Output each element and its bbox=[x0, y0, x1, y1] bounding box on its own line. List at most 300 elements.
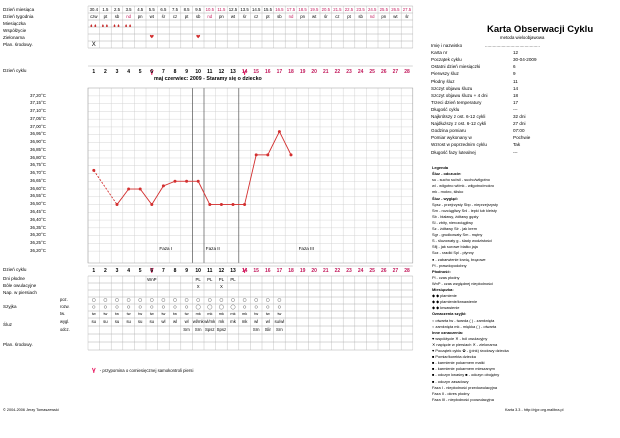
ovulation-pain-cell: X bbox=[196, 284, 200, 289]
cervix-firmness-cell: tw bbox=[184, 311, 189, 316]
info-value: 32 dni bbox=[513, 114, 526, 119]
cycle-day-top: 3 bbox=[115, 69, 119, 75]
y-tick-label: 36,90°C bbox=[30, 139, 46, 145]
cervix-firmness-cell: tw bbox=[103, 311, 108, 316]
sluz-wyglad-cell: su bbox=[114, 319, 120, 324]
sluz-wyglad-cell: su bbox=[137, 319, 143, 324]
date-cell: 17.5 bbox=[286, 7, 296, 12]
cycle-day-top: 5 bbox=[138, 69, 142, 75]
cycle-day-bottom: 11 bbox=[207, 268, 213, 274]
date-cell: 15.5 bbox=[263, 7, 272, 12]
cervix-firmness-cell: tw bbox=[254, 311, 259, 316]
cervix-opening-icon bbox=[116, 306, 119, 309]
y-tick-label: 36,75°C bbox=[30, 162, 46, 168]
cycle-day-bottom: 26 bbox=[381, 268, 387, 274]
sluz-wyglad-cell: mk bbox=[218, 319, 225, 324]
date-cell: 8.5 bbox=[183, 7, 190, 12]
date-cell: 24.5 bbox=[368, 7, 377, 12]
legend-line: ○ otwarta tw - twarda ( ) - zamknięta bbox=[432, 317, 495, 323]
cycle-day-bottom: 19 bbox=[299, 268, 306, 274]
cervix-position-icon bbox=[220, 298, 223, 301]
y-tick-label: 36,45°C bbox=[30, 209, 46, 214]
temp-point bbox=[243, 203, 246, 206]
info-value: 6 bbox=[513, 64, 516, 70]
legend-line: su - sucho su/wil - sucho/wilgotno bbox=[432, 177, 490, 183]
cycle-day-bottom: 5 bbox=[138, 268, 142, 274]
info-value: 30-04-2009 bbox=[513, 57, 537, 63]
row-label: Dzień miesiąca bbox=[3, 7, 35, 12]
sluz-wyglad-cell: su/wl bbox=[274, 319, 285, 324]
legend-line: ■ Pomiar/korekta dziecka bbox=[432, 354, 476, 360]
y-tick-label: 36,70°C bbox=[30, 170, 46, 176]
info-label: Długość cyklu bbox=[431, 106, 460, 112]
cycle-day-bottom: 27 bbox=[392, 268, 399, 274]
y-tick-label: 36,55°C bbox=[30, 193, 46, 199]
date-cell: 10.5 bbox=[205, 7, 214, 12]
cycle-day-top: 14 bbox=[241, 69, 248, 75]
y-tick-label: 37,00°C bbox=[30, 123, 46, 129]
info-label: Najdłuższy z ost. 6-12 cykli bbox=[431, 121, 487, 127]
info-value: 12 bbox=[513, 50, 519, 56]
temp-point bbox=[185, 180, 188, 183]
temp-point bbox=[232, 203, 235, 206]
cervix-firmness-cell: tw bbox=[277, 311, 282, 316]
temp-point bbox=[220, 203, 223, 206]
cervix-opening-icon bbox=[255, 306, 258, 309]
legend-line: WnP - czas względnej niepłodności bbox=[432, 280, 493, 286]
cycle-day-top: 6 bbox=[150, 69, 154, 75]
footer-left: © 2004-2006 Jerzy Tomaszewski bbox=[3, 408, 59, 412]
info-value: 07:00 bbox=[513, 128, 525, 134]
cycle-day-top: 15 bbox=[253, 69, 259, 75]
sluz-sub: wygl. bbox=[60, 319, 70, 324]
legend-line: Faza III - niepłodność poowulacyjna bbox=[432, 396, 494, 402]
info-label: Najkrótszy z ost. 6-12 cykli bbox=[431, 114, 486, 119]
row-label-bottom: Śluz bbox=[3, 322, 12, 327]
cervix-firmness-cell: tw bbox=[265, 311, 270, 316]
date-cell: 27.5 bbox=[402, 7, 412, 12]
cervix-opening-icon bbox=[139, 306, 142, 309]
date-cell: 19.5 bbox=[310, 7, 319, 12]
sluz-wyglad-cell: su bbox=[103, 319, 108, 324]
menses-drop-icon bbox=[125, 24, 131, 27]
row-label-bottom: Plan. środowy. bbox=[3, 342, 33, 347]
temp-point bbox=[255, 153, 258, 156]
cervix-firmness-cell: mk bbox=[207, 311, 213, 316]
y-tick-label: 37,10°C bbox=[30, 108, 46, 114]
y-tick-label: 37,20°C bbox=[30, 92, 46, 98]
legend-line: ◆ ◆ plamienie bbox=[432, 293, 457, 299]
info-value: --- bbox=[513, 149, 518, 155]
cervix-firmness-cell: mk bbox=[242, 311, 248, 316]
cycle-day-bottom: 14 bbox=[241, 268, 248, 274]
info-label: Pomiar wykonany w bbox=[431, 135, 472, 141]
legend-line: ● - zabarwienie krwią, brązowe bbox=[432, 256, 486, 262]
weekday-cell: pn bbox=[219, 14, 224, 19]
date-cell: 2.5 bbox=[113, 7, 120, 12]
row-label: Zielonarna bbox=[3, 35, 25, 40]
date-cell: 12.5 bbox=[228, 7, 238, 12]
y-tick-label: 36,30°C bbox=[30, 232, 46, 238]
cycle-day-top: 28 bbox=[404, 69, 410, 75]
legend-line: wl - wilgotno wl/mk - wilgotno/mokro bbox=[432, 183, 495, 189]
info-label: Pierwszy śluz bbox=[431, 71, 459, 77]
cycle-day-top: 13 bbox=[230, 69, 236, 75]
cervix-position-icon bbox=[278, 298, 281, 301]
cycle-day-bottom: 1 bbox=[92, 268, 96, 274]
weekday-cell: śr bbox=[405, 14, 409, 19]
x-mark-icon: X bbox=[91, 42, 96, 48]
cycle-day-bottom: 20 bbox=[311, 268, 317, 274]
cervix-position-icon bbox=[231, 298, 234, 301]
cervix-position-icon bbox=[92, 298, 95, 301]
legend-line: Sl - zbity, nierozciągliwy bbox=[432, 219, 474, 225]
weekday-cell: sb bbox=[358, 14, 363, 19]
cycle-day-top: 10 bbox=[195, 69, 201, 75]
cervix-firmness-cell: mk bbox=[230, 311, 236, 316]
phase-label: Faza I bbox=[159, 246, 173, 251]
legend-line: ■ - odczyn kwaśny ■ - odczyn obojętny bbox=[432, 372, 500, 378]
info-label: Ostatni dzień miesiączki bbox=[431, 64, 481, 70]
y-tick-label: 36,60°C bbox=[30, 185, 46, 191]
temp-point bbox=[278, 130, 281, 133]
sluz-wyglad-cell: wl bbox=[254, 319, 259, 324]
cycle-day-bottom: 10 bbox=[195, 268, 201, 274]
cervix-firmness-cell: tw bbox=[126, 311, 131, 316]
temp-point bbox=[174, 180, 177, 183]
cervix-opening-icon bbox=[93, 306, 96, 309]
cervix-opening-icon bbox=[104, 306, 107, 309]
temp-point bbox=[162, 184, 165, 187]
weekday-cell: pt bbox=[184, 14, 189, 19]
info-label: Godzina pomiaru bbox=[431, 128, 466, 134]
legend-line: Sgr - grudkowaty Sm - mętny bbox=[432, 232, 483, 238]
sluz-odczucie-cell: Srn bbox=[276, 327, 283, 332]
cycle-day-bottom: 24 bbox=[357, 268, 364, 274]
cervix-position-icon bbox=[255, 298, 258, 301]
cervix-opening-icon bbox=[267, 306, 270, 309]
info-value: Pochwie bbox=[513, 135, 531, 141]
cycle-day-top: 20 bbox=[311, 69, 317, 75]
cycle-day-top: 1 bbox=[92, 69, 96, 75]
cycle-day-bottom: 4 bbox=[127, 268, 130, 274]
fertile-cell: PL bbox=[230, 277, 236, 282]
legend-line: ◆ ◆ krwawienie bbox=[432, 305, 460, 311]
legend-line: Oznaczenia szyjki: bbox=[432, 311, 467, 317]
y-tick-label: 36,65°C bbox=[30, 177, 46, 183]
cervix-firmness-cell: tw bbox=[149, 311, 154, 316]
weekday-cell: cz bbox=[172, 14, 178, 19]
y-tick-label: 36,20°C bbox=[30, 247, 46, 253]
sluz-wyglad-cell: su bbox=[149, 319, 155, 324]
cycle-day-bottom: 28 bbox=[404, 268, 410, 274]
row-label-bottom: Dzień cyklu bbox=[3, 267, 27, 272]
info-value: 9 bbox=[513, 71, 516, 77]
legend-line: ✕ napięcie w piersiach ✕ - zielonarna bbox=[432, 341, 498, 347]
legend-line: ■ - odczyn zasadowy bbox=[432, 378, 469, 384]
sluz-wyglad-cell: wl bbox=[161, 319, 166, 324]
cycle-day-bottom: 12 bbox=[218, 268, 225, 274]
menses-drop-icon bbox=[90, 24, 96, 27]
cycle-day-top: 12 bbox=[218, 69, 225, 75]
weekday-cell: cz bbox=[335, 14, 340, 19]
date-cell: 18.5 bbox=[298, 7, 307, 12]
sluz-wyglad-cell: mk bbox=[241, 319, 248, 324]
sluz-odczucie-cell: Spsz bbox=[216, 327, 227, 332]
y-tick-label: 36,25°C bbox=[30, 240, 46, 246]
cervix-position-icon bbox=[127, 298, 130, 301]
legend-line: ◆ ◆ plamienie/krwawienie bbox=[432, 299, 478, 305]
y-tick-label: 36,80°C bbox=[30, 154, 46, 160]
temp-point bbox=[290, 153, 293, 156]
legend-line: ♥ Początek cyklu ✿ - (pink) środowy dziecka bbox=[432, 348, 509, 353]
cervix-position-icon bbox=[185, 298, 188, 301]
date-cell: 26.5 bbox=[391, 7, 400, 12]
cycle-day-bottom: 15 bbox=[253, 268, 259, 274]
cervix-position-icon bbox=[173, 298, 176, 301]
cycle-day-bottom: 8 bbox=[173, 268, 177, 274]
cycle-day-bottom: 21 bbox=[323, 268, 329, 274]
cycle-day-bottom: 6 bbox=[150, 268, 154, 274]
row-label: Dzień cyklu bbox=[3, 68, 27, 73]
date-cell: 14.5 bbox=[252, 7, 261, 12]
fertile-cell: PL bbox=[218, 277, 225, 282]
banner-text: maj czerwiec: 2009 - Staramy się o dziecko bbox=[154, 76, 262, 82]
phase-label: Faza II bbox=[205, 246, 220, 251]
page-subtitle: metoda wieloobjawowa bbox=[500, 35, 545, 40]
y-tick-label: 36,35°C bbox=[30, 224, 46, 230]
cycle-day-bottom: 25 bbox=[369, 268, 375, 274]
legend-line: ♥ współżycie ✕ - ból owulacyjny bbox=[432, 335, 488, 341]
info-value: Tak bbox=[513, 142, 521, 148]
info-label: Wzrost w poprzednim cyklu bbox=[431, 142, 487, 148]
szyjka-sub: poz. bbox=[60, 297, 68, 302]
weekday-cell: pt bbox=[266, 14, 270, 19]
legend-line: Spsz - przejrzysty Sbp - nieprzejrzysty bbox=[432, 201, 498, 207]
cycle-day-bottom: 17 bbox=[276, 268, 283, 274]
cycle-day-top: 2 bbox=[104, 69, 107, 75]
cervix-position-icon bbox=[104, 298, 107, 301]
cervix-opening-icon bbox=[231, 305, 235, 309]
cycle-day-top: 11 bbox=[207, 69, 213, 75]
y-tick-label: 36,85°C bbox=[30, 146, 46, 152]
row-label-bottom: Dni płodne bbox=[3, 276, 25, 281]
legend-line: Płodność: bbox=[432, 268, 451, 274]
sluz-odczucie-cell: Slir bbox=[264, 327, 271, 332]
cervix-opening-icon bbox=[196, 305, 200, 309]
row-label-bottom: Szyjka bbox=[3, 304, 17, 309]
date-cell: 3.5 bbox=[125, 7, 132, 12]
cervix-firmness-cell: tw bbox=[91, 311, 96, 316]
cycle-day-top: 19 bbox=[299, 69, 306, 75]
weekday-cell: pn bbox=[137, 14, 143, 19]
row-label: Dzień tygodnia bbox=[3, 14, 34, 19]
szyjka-sub: rozw. bbox=[60, 304, 70, 309]
weekday-cell: czw bbox=[90, 14, 98, 19]
legend-line: Inne oznaczenia: bbox=[432, 329, 464, 335]
sluz-sub: odcz. bbox=[60, 327, 70, 332]
sluz-wyglad-cell: wl/mk bbox=[192, 319, 204, 324]
cervix-opening-icon bbox=[127, 306, 130, 309]
date-cell: 9.5 bbox=[195, 7, 202, 12]
info-label: Imię i nazwisko bbox=[431, 43, 463, 48]
cervix-position-icon bbox=[197, 298, 200, 301]
legend-line: Sz - żółtawy Slr - jak krem bbox=[432, 226, 477, 231]
date-cell: 25.5 bbox=[379, 7, 388, 12]
cervix-position-icon bbox=[162, 298, 165, 301]
weekday-cell: nd bbox=[126, 14, 131, 19]
cycle-day-top: 26 bbox=[381, 69, 387, 75]
info-label: Szczyt objawu śluzu bbox=[431, 85, 473, 91]
heart-icon bbox=[196, 35, 200, 38]
temp-point bbox=[150, 203, 153, 206]
info-label: Karta nr bbox=[431, 50, 448, 56]
date-cell: 5.5 bbox=[148, 7, 155, 12]
pink-note: - przypomina o comiesięcznej samokontroli piersi bbox=[99, 368, 194, 373]
cycle-day-top: 22 bbox=[334, 69, 341, 75]
cycle-day-bottom: 2 bbox=[104, 268, 107, 274]
cervix-position-icon bbox=[266, 298, 269, 301]
legend-line: Miesiączka: bbox=[432, 287, 454, 292]
temp-point bbox=[139, 188, 142, 191]
cycle-day-top: 27 bbox=[392, 69, 399, 75]
cervix-position-icon bbox=[139, 298, 142, 301]
cervix-opening-icon bbox=[243, 306, 246, 309]
temp-point bbox=[197, 180, 200, 183]
cervix-opening-icon bbox=[162, 306, 165, 309]
temp-point bbox=[127, 188, 130, 191]
weekday-cell: śr bbox=[324, 14, 328, 19]
cycle-day-top: 16 bbox=[265, 69, 271, 75]
y-tick-label: 37,15°C bbox=[30, 100, 46, 106]
cycle-day-bottom: 7 bbox=[162, 268, 165, 274]
sluz-wyglad-cell: su bbox=[91, 319, 97, 324]
weekday-cell: cz bbox=[254, 14, 259, 19]
szyjka-sub: tw. bbox=[60, 311, 66, 316]
cervix-firmness-cell: tw bbox=[173, 311, 177, 316]
legend-line: S - śluzowaty g - ślady wodzistości bbox=[432, 238, 492, 244]
y-tick-label: 36,50°C bbox=[30, 201, 46, 207]
cycle-day-bottom: 13 bbox=[230, 268, 236, 274]
heart-icon bbox=[150, 35, 154, 38]
legend-line: Faza I - niepłodność przedowulacyjna bbox=[432, 384, 498, 390]
info-value: 27 dni bbox=[513, 121, 526, 127]
phase-label: Faza III bbox=[298, 246, 314, 251]
sluz-wyglad-cell: wl bbox=[184, 319, 189, 324]
fertile-cell: PL bbox=[195, 277, 201, 282]
weekday-cell: pt bbox=[103, 14, 108, 19]
temp-point bbox=[208, 203, 211, 206]
legend-line: ○ zamknięta mk - miękka ( ) - otwarta bbox=[432, 323, 497, 329]
date-cell: 20.5 bbox=[321, 7, 330, 12]
info-value: 18 bbox=[513, 92, 519, 98]
legend-line: Pl - czas płodny bbox=[432, 274, 460, 280]
date-cell: 11.5 bbox=[217, 7, 226, 12]
legend-line: Sb - białawy, żółtawy gęsty bbox=[432, 213, 479, 219]
weekday-cell: nd bbox=[288, 14, 294, 19]
cycle-day-top: 9 bbox=[185, 69, 188, 75]
weekday-cell: pn bbox=[381, 14, 387, 19]
temp-line-segment bbox=[94, 170, 117, 204]
cervix-opening-icon bbox=[185, 306, 188, 309]
fertile-cell: PL bbox=[207, 277, 213, 282]
sluz-wyglad-cell: wl bbox=[172, 319, 178, 324]
cycle-day-top: 4 bbox=[127, 69, 130, 75]
date-cell: 6.5 bbox=[160, 7, 167, 12]
date-cell: 22.5 bbox=[344, 7, 354, 12]
legend-line: Faza II - okres płodny bbox=[432, 390, 470, 396]
info-label: Trzeci dzień temperatury bbox=[431, 99, 482, 105]
row-label: Współżycie bbox=[3, 28, 27, 33]
cervix-position-icon bbox=[208, 298, 211, 301]
cycle-day-bottom: 3 bbox=[115, 268, 119, 274]
weekday-cell: śr bbox=[242, 14, 247, 19]
cycle-day-top: 24 bbox=[357, 69, 364, 75]
ovulation-pain-cell: X bbox=[219, 284, 223, 289]
cervix-opening-icon bbox=[174, 306, 177, 309]
legend-line: Scz - rzadki Spl - płynny bbox=[432, 250, 474, 256]
legend-line: Srn - rozciągliwy Snl - lepki lub kleisty bbox=[432, 207, 497, 213]
cycle-day-bottom: 23 bbox=[346, 268, 352, 274]
date-cell: 16.5 bbox=[275, 7, 284, 12]
date-cell: 23.5 bbox=[356, 7, 365, 12]
date-cell: 21.5 bbox=[333, 7, 342, 12]
date-cell: 1.5 bbox=[102, 7, 109, 12]
y-tick-label: 36,95°C bbox=[30, 131, 46, 137]
legend-line: Śluz - wygląd: bbox=[432, 195, 458, 201]
legend-line: Śluz - odczucie: bbox=[432, 171, 462, 177]
y-tick-label: 36,40°C bbox=[30, 216, 46, 222]
weekday-cell: wt bbox=[149, 14, 154, 19]
y-tick-label: 37,05°C bbox=[30, 115, 46, 121]
weekday-cell: wt bbox=[312, 14, 317, 19]
sluz-odczucie-cell: Spsz bbox=[205, 327, 215, 332]
cervix-firmness-cell: tw bbox=[138, 311, 143, 316]
cervix-opening-icon bbox=[208, 305, 212, 309]
legend-line: mk - mokro, ślisko bbox=[432, 189, 464, 195]
weekday-cell: śr bbox=[161, 14, 166, 19]
sluz-wyglad-cell: mk bbox=[230, 319, 236, 324]
cycle-day-bottom: 18 bbox=[288, 268, 294, 274]
menses-drop-icon bbox=[114, 24, 120, 27]
cervix-firmness-cell: tw bbox=[115, 311, 119, 316]
weekday-cell: wt bbox=[393, 14, 398, 19]
info-value: 17 bbox=[513, 99, 519, 105]
info-value: ........................................... bbox=[485, 43, 540, 48]
info-label: Początek cyklu bbox=[431, 57, 462, 63]
cycle-day-top: 7 bbox=[162, 69, 165, 75]
sluz-odczucie-cell: Srn bbox=[252, 327, 260, 332]
row-label: Miesiączka bbox=[3, 21, 26, 26]
sluz-odczucie-cell: Srn bbox=[194, 327, 202, 332]
legend-line: Sflj - jak surowe białko jaja bbox=[432, 244, 478, 250]
cycle-day-top: 8 bbox=[173, 69, 177, 75]
info-value: 14 bbox=[513, 85, 519, 91]
weekday-cell: sb bbox=[277, 14, 282, 19]
cycle-day-bottom: 22 bbox=[334, 268, 341, 274]
weekday-cell: sb bbox=[114, 14, 120, 19]
cycle-day-top: 21 bbox=[323, 69, 329, 75]
info-label: Płodny śluz bbox=[431, 78, 455, 84]
info-value: --- bbox=[513, 106, 518, 112]
cervix-position-icon bbox=[243, 298, 246, 301]
cycle-day-bottom: 16 bbox=[265, 268, 271, 274]
cycle-day-top: 17 bbox=[276, 69, 283, 75]
cycle-day-top: 18 bbox=[288, 69, 294, 75]
sluz-wyglad-cell: wl/mk bbox=[204, 319, 216, 324]
cervix-firmness-cell: mk bbox=[195, 311, 201, 316]
fertile-cell: WnP bbox=[147, 277, 157, 282]
